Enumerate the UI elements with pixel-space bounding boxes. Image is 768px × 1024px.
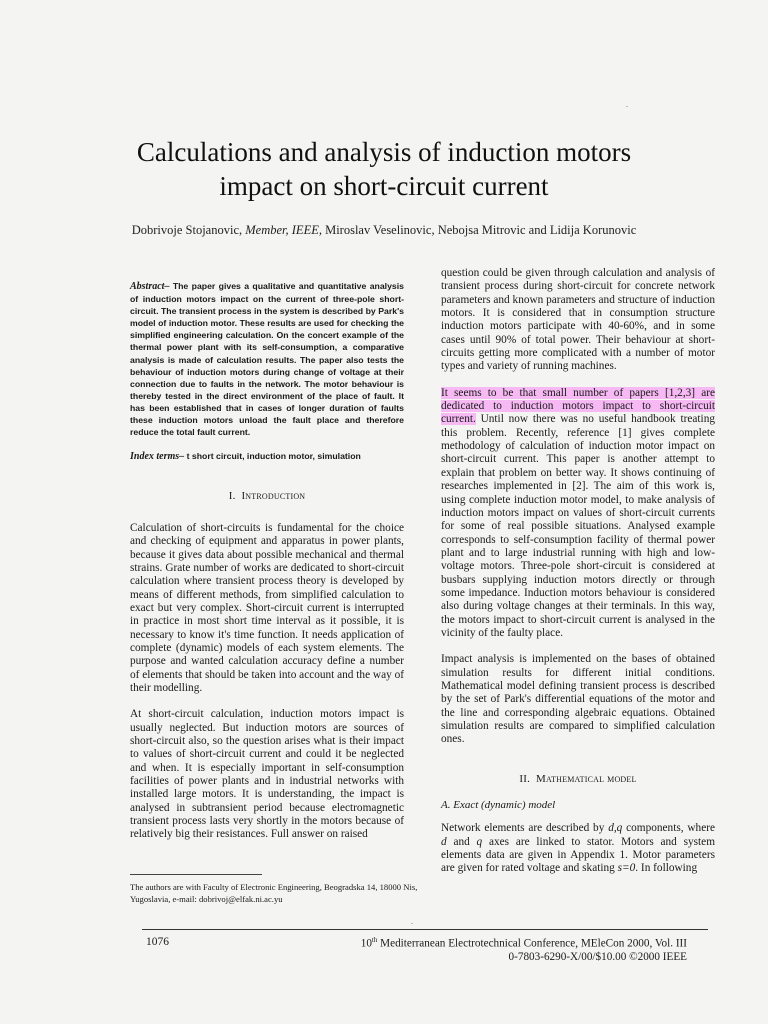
footer-rule <box>142 929 708 930</box>
title-line-2: impact on short-circuit current <box>219 171 549 201</box>
right-paragraph-2-rest: Until now there was no useful handbook treating this problem. Recently, reference [1] gives complete methodology of calculation of induction motor impact on short-circuit current. This paper is another attempt to explain that problem on better way. It shows continuing of researches implemented in [2]. The aim of this work is, using complete induction motor model, to make analysis of induction motors impact on values of short-circuit currents for some of real possible situations. Analysed example corresponds to self-consumption facility of thermal power plant and to large industrial running with high and low-voltage motors. Three-pole short-circuit is considered at busbars supplying induction motors directly or through some impedance. Induction motors behaviour is considered also during voltage changes at their terminals. In this way, the motors impact to short-circuit current is analysed in the vicinity of the faulty place. <box>441 413 715 639</box>
intro-paragraph-2: At short-circuit calculation, induction motors impact is usually neglected. But induction motors are sources of short-circuit also, so the question arises what is their impact to values of short-circuit current and could it be neglected and when. It is especially important in self-consumption facilities of power plants and in industrial networks with installed large motors. It is understanding, the impact is analysed in subtransient period because electromagnetic transient process lasts very shortly in the motors because of relatively big their resistances. Full answer on raised <box>130 708 404 841</box>
math-q: q <box>476 835 483 848</box>
abstract-lead: Abstract– <box>130 281 170 292</box>
conference-number: 10 <box>360 937 372 950</box>
left-column <box>130 280 404 842</box>
footnote-rule <box>130 874 262 875</box>
author-rest: Miroslav Veselinovic, Nebojsa Mitrovic and Lidija Korunovic <box>321 223 637 237</box>
conference-line-2: 0-7803-6290-X/00/$10.00 ©2000 IEEE <box>508 950 687 963</box>
abstract-body: The paper gives a qualitative and quantitative analysis of induction motors impact on the current of three-pole short-circuit. The transient process in the system is described by Park's model of induction motor. These results are used for checking the simplified engineering calculation. On the concert example of the thermal power plant with its self-consumption, a comparative analysis is made of calculation results. The paper also tests the behaviour of induction motors during change of voltage at their connection due to faults in the network. The motor behaviour is thereby tested in the direct environment of the place of fault. It has been established that in cases of longer duration of faults these induction motors unload the fault place and therefore reduce the total fault current. <box>130 281 404 438</box>
math-s: s=0 <box>617 862 636 875</box>
right-column <box>441 267 715 876</box>
math-d: d <box>441 835 447 848</box>
highlighted-sentence: It seems to be that small number of papers [1,2,3] are dedicated to induction motors impact to short-circuit current. <box>441 386 715 426</box>
conference-footer <box>300 934 687 964</box>
section-heading-mathematical-model <box>441 773 715 786</box>
conference-ordinal: th <box>371 936 378 944</box>
section-number: II. <box>519 772 531 785</box>
subsection-heading: A. Exact (dynamic) model <box>441 799 556 812</box>
math-dq: d,q <box>608 822 623 835</box>
conference-name: Mediterranean Electrotechnical Conference, MEleCon 2000, Vol. III <box>377 937 687 950</box>
author-first: Dobrivoje Stojanovic, <box>131 223 246 237</box>
scan-speck <box>626 106 628 107</box>
footnote: The authors are with Faculty of Electronic Engineering, Beogradska 14, 18000 Nis, Yugoslavia, e-mail: dobrivoj@elfak.ni.ac.yu <box>130 882 418 904</box>
index-terms-lead: Index terms– <box>130 451 185 463</box>
text-run: components, where <box>622 822 715 835</box>
section-heading-introduction <box>130 490 404 503</box>
section-number: I. <box>228 489 236 502</box>
index-terms-body: t short circuit, induction motor, simulation <box>184 451 361 462</box>
section-title: Mathematical model <box>536 772 637 785</box>
paper-title <box>100 135 668 203</box>
author-membership: Member, IEEE, <box>245 223 322 237</box>
right-paragraph-1: question could be given through calculation and analysis of transient process during short-circuit for concrete network parameters and known parameters and structure of induction motors. It is considered that in consumption structure induction motors participate with 40-60%, and in some cases until 90% of total power. Their behaviour at short-circuits getting more complicated with a number of motor types and variety of running machines. <box>441 267 715 373</box>
intro-paragraph-1: Calculation of short-circuits is fundamental for the choice and checking of equipment and apparatus in power plants, because it gives data about possible mechanical and thermal strains. Grate number of works are dedicated to short-circuit calculation where transient process theory is developed by means of different methods, from simplified calculation to exact but very complex. Short-circuit current is interrupted in practice in most short time interval as it possible, it is necessary to know it's time function. It needs application of complete (dynamic) models of each system elements. The purpose and wanted calculation accuracy define a number of elements that should be taken into account and the way of their modelling. <box>130 521 404 695</box>
text-run: Network elements are described by <box>441 822 609 835</box>
conference-line-1 <box>300 934 687 951</box>
author-list <box>60 223 708 238</box>
index-terms <box>130 450 404 463</box>
right-paragraph-2 <box>441 387 715 641</box>
page-number: 1076 <box>146 936 169 948</box>
title-line-1: Calculations and analysis of induction motors <box>136 137 632 167</box>
right-paragraph-4 <box>441 822 715 875</box>
text-run: . In following <box>635 862 698 875</box>
scan-speck <box>411 923 413 924</box>
abstract <box>130 280 404 438</box>
text-run: and <box>446 835 477 848</box>
right-paragraph-3: Impact analysis is implemented on the bases of obtained simulation results for different initial conditions. Mathematical model defining transient process is described by the set of Park's differential equations of the motor and the line and corresponding algebraic equations. Obtained simulation results are compared to simplified calculation ones. <box>441 653 715 746</box>
text-run: axes are linked to stator. Motors and system elements data are given in Appendix 1. Motor parameters are given for rated voltage and skating <box>441 835 715 875</box>
section-title: Introduction <box>241 489 306 502</box>
